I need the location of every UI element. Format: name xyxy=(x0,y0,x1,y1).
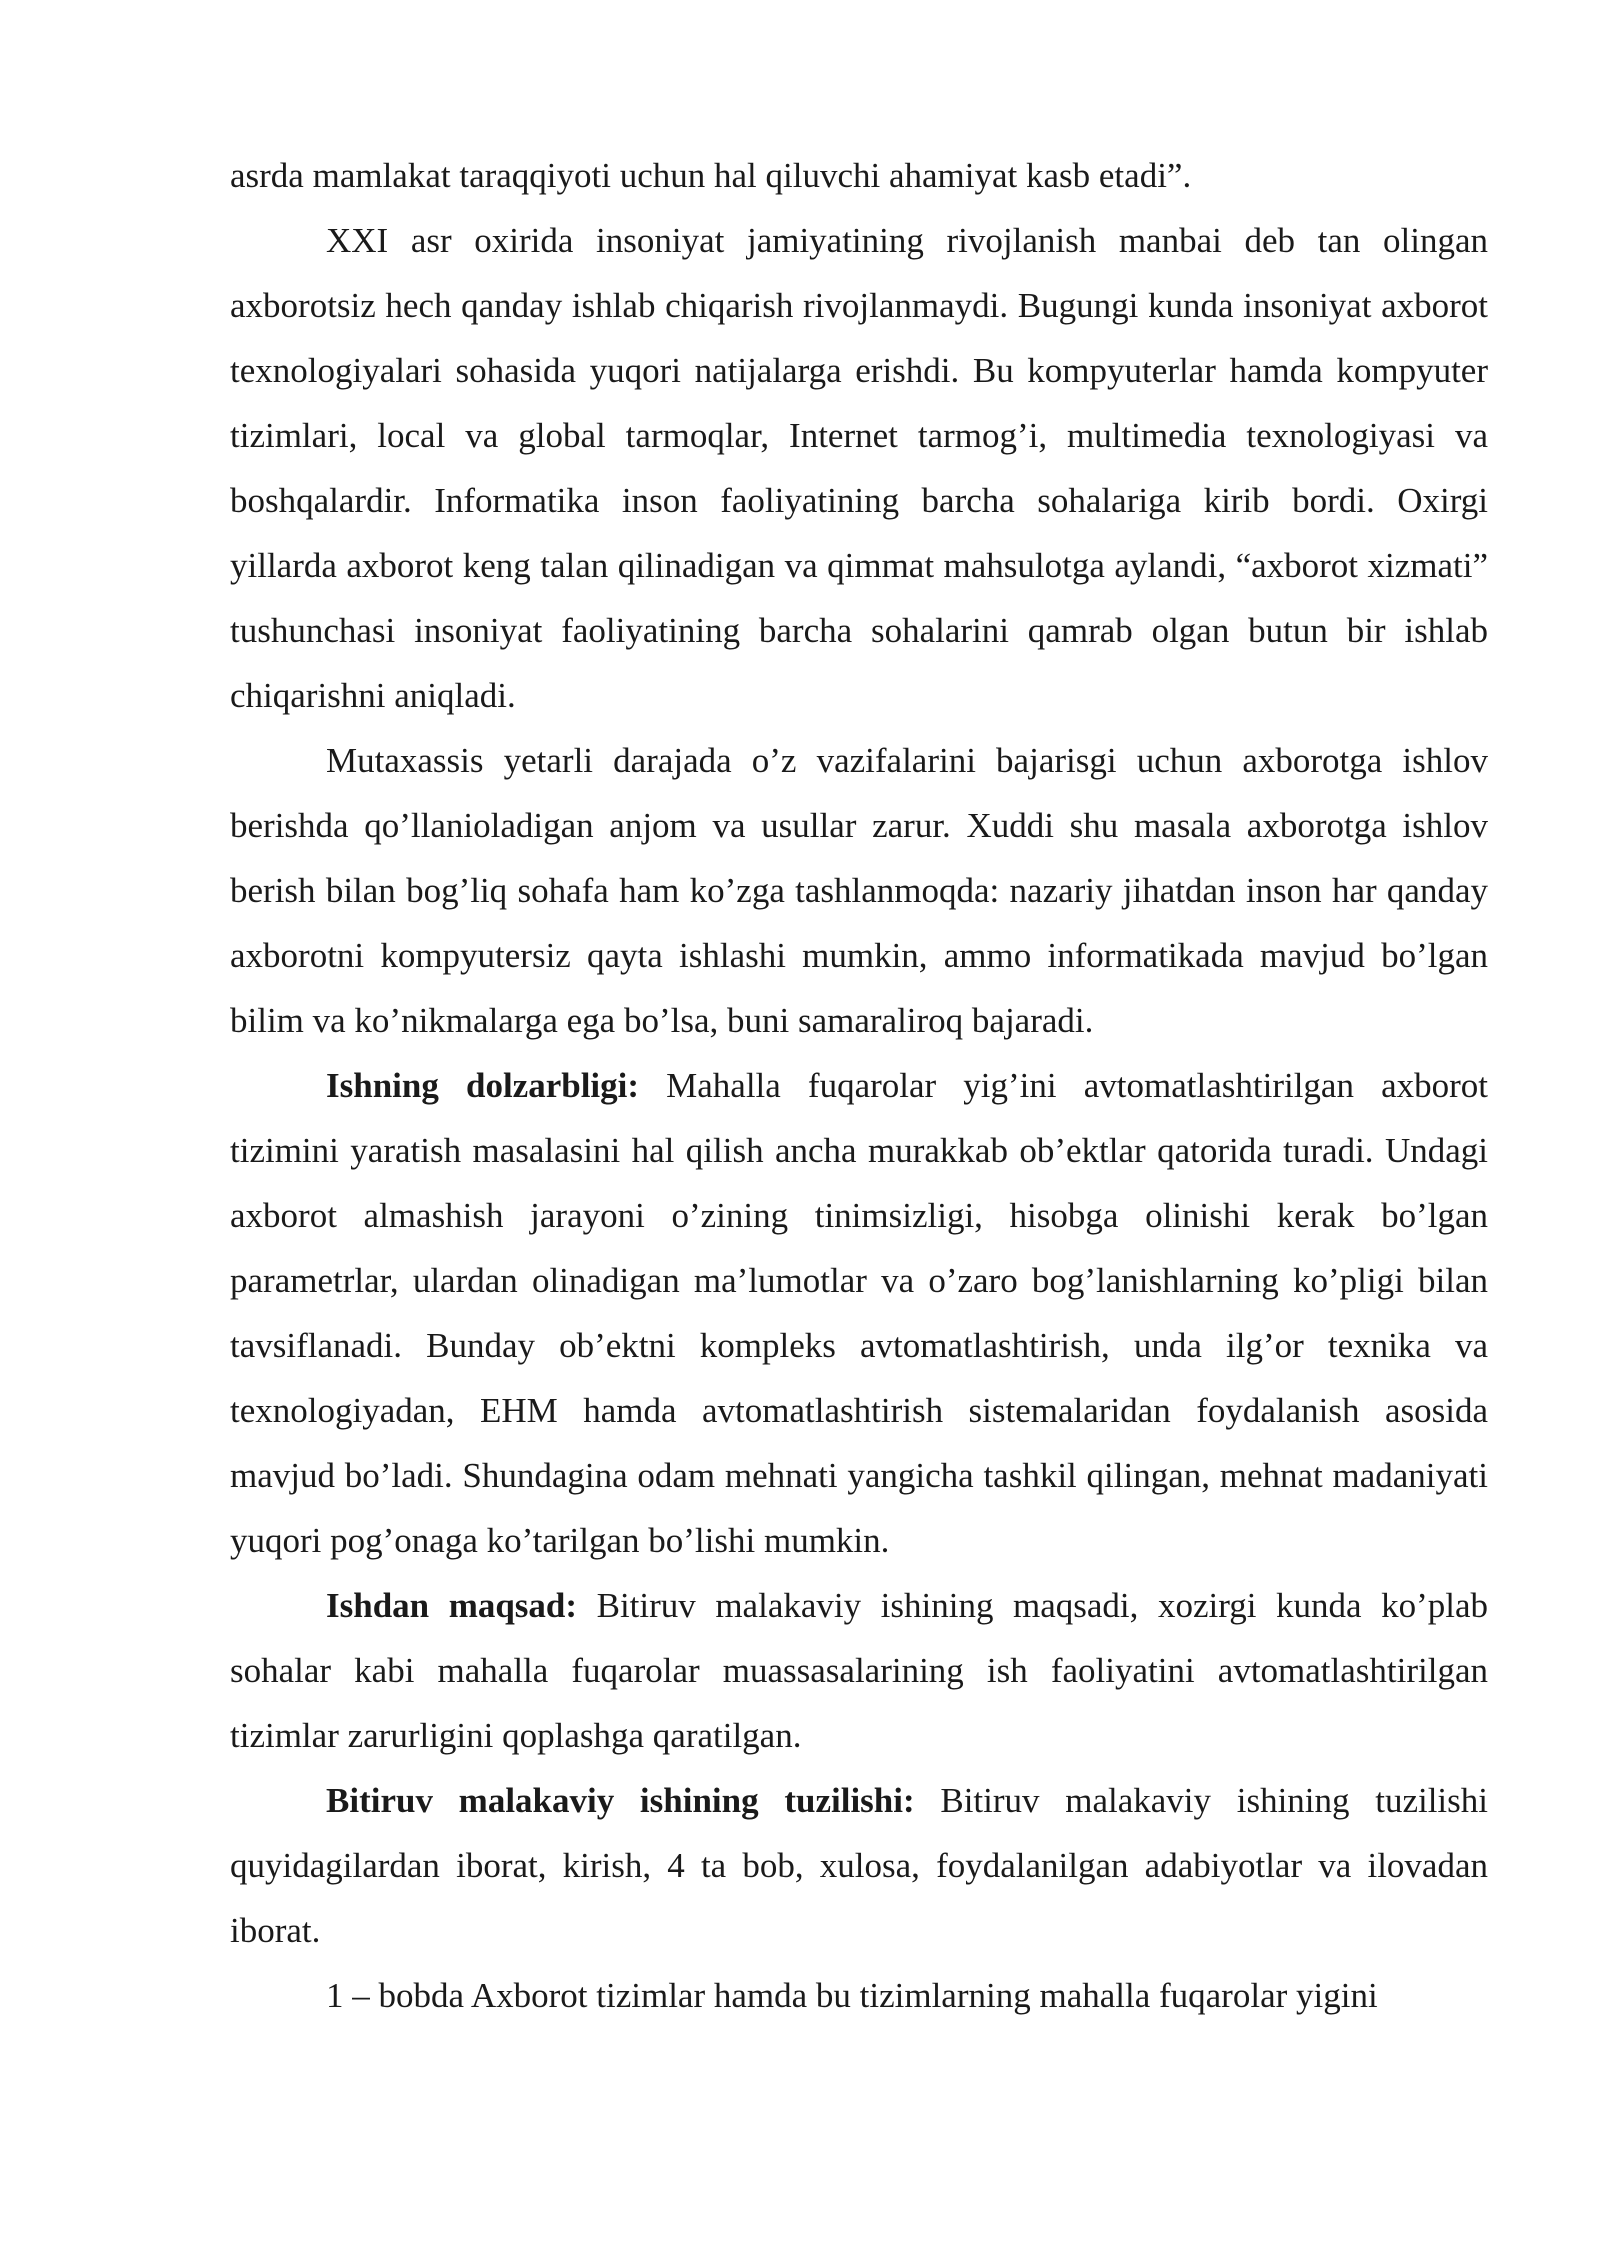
relevance-heading: Ishning dolzarbligi: xyxy=(326,1066,640,1105)
paragraph-text: Bitiruv malakaviy ishining tuzilishi quyidagilardan iborat, kirish, 4 ta bob, xulosa, foydalanilgan adabiyotlar va ilovadan iborat. xyxy=(230,1781,1488,1950)
body-text xyxy=(230,143,1488,2028)
paragraph-2 xyxy=(230,208,1488,728)
paragraph-chapter-1 xyxy=(230,1963,1488,2028)
paragraph-goal xyxy=(230,1573,1488,1768)
paragraph-text: 1 – bobda Axborot tizimlar hamda bu tizimlarning mahalla fuqarolar yigini xyxy=(326,1976,1378,2015)
goal-heading: Ishdan maqsad: xyxy=(326,1586,578,1625)
paragraph-text: Mahalla fuqarolar yig’ini avtomatlashtirilgan axborot tizimini yaratish masalasini hal qilish ancha murakkab ob’ektlar qatorida turadi. Undagi axborot almashish jarayoni o’zining tinimsizligi, hisobga olinishi kerak bo’lgan parametrlar, ulardan olinadigan ma’lumotlar va o’zaro bog’lanishlarning ko’pligi bilan tavsiflanadi. Bunday ob’ektni kompleks avtomatlashtirish, unda ilg’or texnika va texnologiyadan, EHM hamda avtomatlashtirish sistemalaridan foydalanish asosida mavjud bo’ladi. Shundagina odam mehnati yangicha tashkil qilingan, mehnat madaniyati yuqori pog’onaga ko’tarilgan bo’lishi mumkin. xyxy=(230,1066,1488,1560)
paragraph-text: Bitiruv malakaviy ishining maqsadi, xozirgi kunda ko’plab sohalar kabi mahalla fuqarolar muassasalarining ish faoliyatini avtomatlashtirilgan tizimlar zarurligini qoplashga qaratilgan. xyxy=(230,1586,1489,1755)
structure-heading: Bitiruv malakaviy ishining tuzilishi: xyxy=(326,1781,915,1820)
paragraph-1 xyxy=(230,143,1488,208)
paragraph-text: asrda mamlakat taraqqiyoti uchun hal qiluvchi ahamiyat kasb etadi”. xyxy=(230,156,1192,195)
paragraph-3 xyxy=(230,728,1488,1053)
paragraph-text: Mutaxassis yetarli darajada o’z vazifalarini bajarisgi uchun axborotga ishlov berishda qo’llanioladigan anjom va usullar zarur. Xuddi shu masala axborotga ishlov berish bilan bog’liq sohafa ham ko’zga tashlanmoqda: nazariy jihatdan inson har qanday axborotni kompyutersiz qayta ishlashi mumkin, ammo informatikada mavjud bo’lgan bilim va ko’nikmalarga ega bo’lsa, buni samaraliroq bajaradi. xyxy=(230,741,1488,1040)
paragraph-relevance xyxy=(230,1053,1488,1573)
paragraph-text: XXI asr oxirida insoniyat jamiyatining rivojlanish manbai deb tan olingan axborotsiz hech qanday ishlab chiqarish rivojlanmaydi. Bugungi kunda insoniyat axborot texnologiyalari sohasida yuqori natijalarga erishdi. Bu kompyuterlar hamda kompyuter tizimlari, local va global tarmoqlar, Internet tarmog’i, multimedia texnologiyasi va boshqalardir. Informatika inson faoliyatining barcha sohalariga kirib bordi. Oxirgi yillarda axborot keng talan qilinadigan va qimmat mahsulotga aylandi, “axborot xizmati” tushunchasi insoniyat faoliyatining barcha sohalarini qamrab olgan butun bir ishlab chiqarishni aniqladi. xyxy=(230,221,1488,715)
paragraph-structure xyxy=(230,1768,1488,1963)
